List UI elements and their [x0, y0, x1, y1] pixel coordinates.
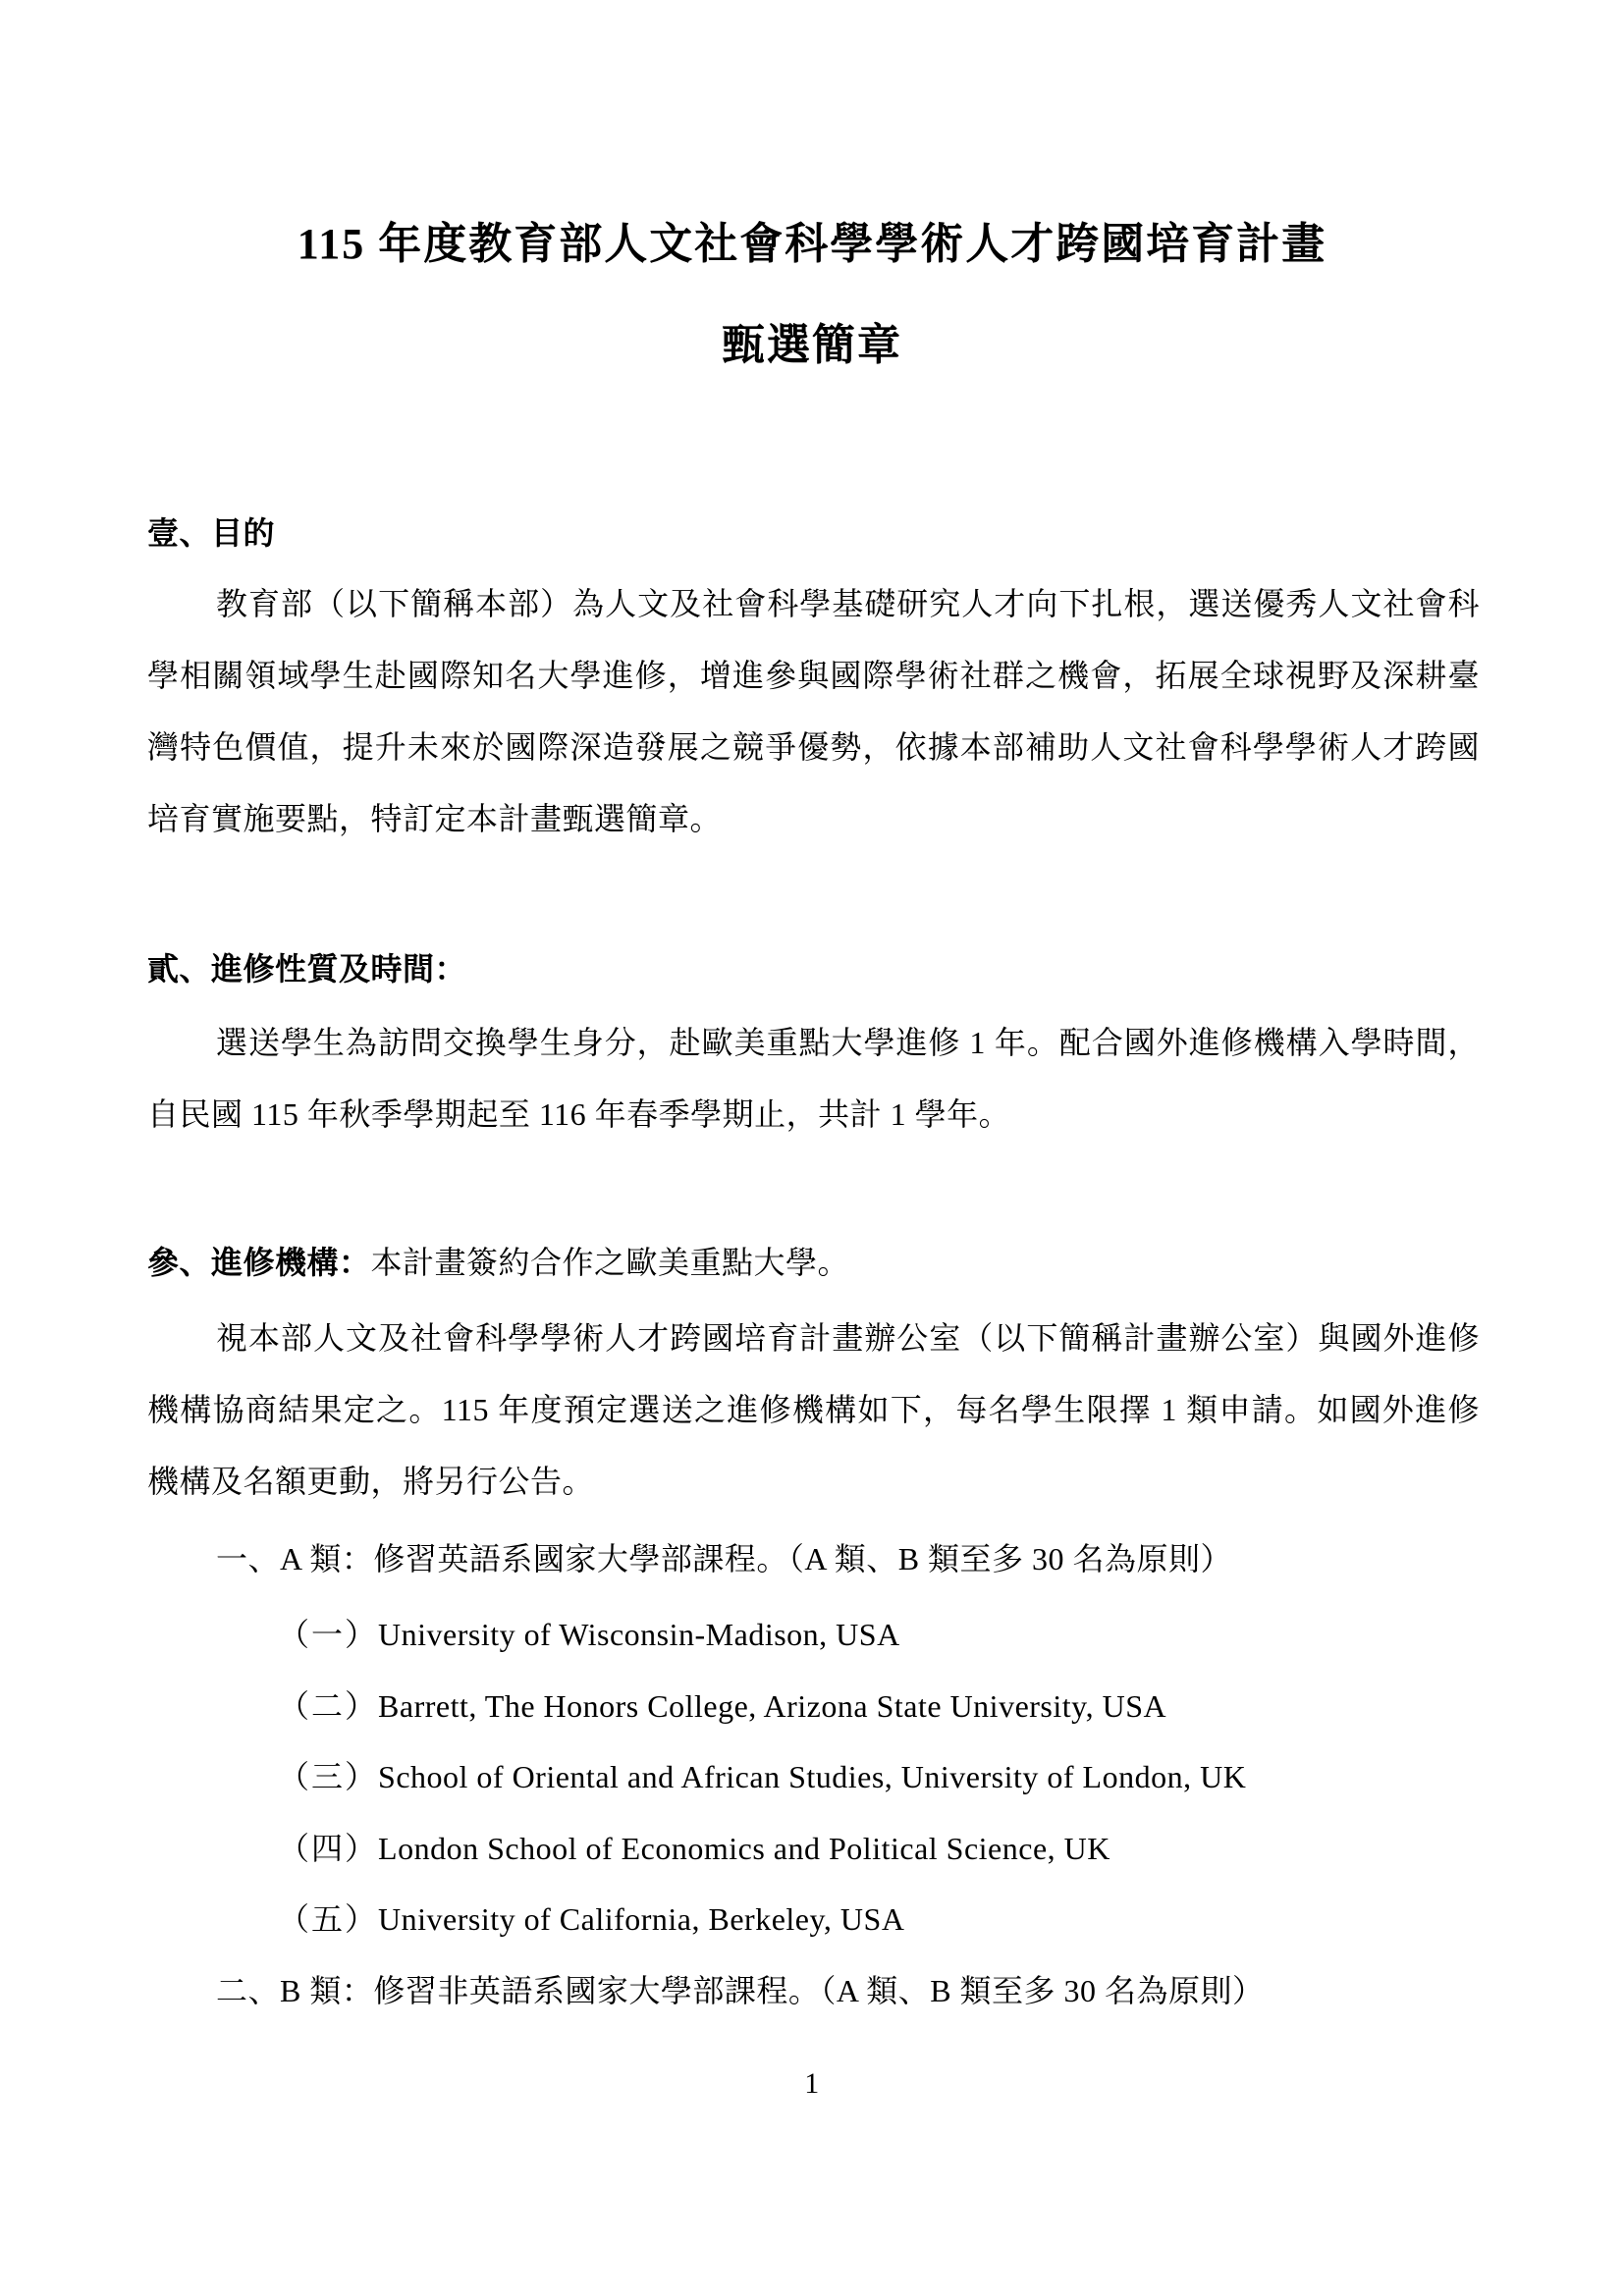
- purpose-paragraph-line-3: 灣特色價值，提升未來於國際深造發展之競爭優勢，依據本部補助人文社會科學學術人才跨國: [147, 729, 1480, 765]
- university-item-name: School of Oriental and African Studies, University of London, UK: [378, 1759, 1247, 1794]
- doc-title: 115 年度教育部人文社會科學學術人才跨國培育計畫: [297, 220, 1327, 268]
- page-number: 1: [804, 2067, 820, 2100]
- institutions-section-heading: 參、進修機構：: [147, 1245, 371, 1280]
- purpose-section-heading: 壹、目的: [147, 515, 276, 551]
- university-item-name: University of California, Berkeley, USA: [378, 1901, 905, 1937]
- university-item-name: University of Wisconsin-Madison, USA: [378, 1617, 900, 1652]
- university-item: [278, 1813, 1110, 1885]
- schedule-paragraph-line-1: 選送學生為訪問交換學生身分，赴歐美重點大學進修 1 年。配合國外進修機構入學時間，: [216, 1025, 1480, 1060]
- university-item-number: （四）: [278, 1831, 379, 1866]
- institutions-section-heading-tail: 本計畫簽約合作之歐美重點大學。: [370, 1245, 850, 1280]
- university-item: [278, 1671, 1166, 1742]
- schedule-section-heading: 貳、進修性質及時間：: [147, 951, 467, 987]
- purpose-paragraph-line-2: 學相關領域學生赴國際知名大學進修，增進參與國際學術社群之機會，拓展全球視野及深耕臺: [147, 658, 1480, 693]
- doc-subtitle: 甄選簡章: [722, 321, 902, 369]
- institutions-paragraph-line-3: 機構及名額更動，將另行公告。: [147, 1464, 595, 1499]
- category-a-label: 一、A 類：修習英語系國家大學部課程。（A 類、B 類至多 30 名為原則）: [216, 1541, 1233, 1576]
- university-item: [278, 1741, 1246, 1813]
- university-item-number: （一）: [278, 1617, 379, 1652]
- schedule-paragraph-line-2: 自民國 115 年秋季學期起至 116 年春季學期止，共計 1 學年。: [147, 1096, 1011, 1132]
- university-item: [278, 1884, 904, 1955]
- university-item-name: Barrett, The Honors College, Arizona State University, USA: [378, 1688, 1167, 1724]
- institutions-paragraph-line-1: 視本部人文及社會科學學術人才跨國培育計畫辦公室（以下簡稱計畫辦公室）與國外進修: [216, 1320, 1480, 1356]
- university-item-number: （五）: [278, 1901, 379, 1937]
- university-item-number: （二）: [278, 1688, 379, 1724]
- university-item-number: （三）: [278, 1759, 379, 1794]
- institutions-paragraph-line-2: 機構協商結果定之。115 年度預定選送之進修機構如下，每名學生限擇 1 類申請。如國外進修: [147, 1392, 1480, 1427]
- university-item: [278, 1599, 900, 1671]
- institutions-section-heading-line: [147, 1227, 1480, 1299]
- purpose-paragraph-line-4: 培育實施要點，特訂定本計畫甄選簡章。: [147, 801, 723, 836]
- purpose-paragraph-line-1: 教育部（以下簡稱本部）為人文及社會科學基礎研究人才向下扎根，選送優秀人文社會科: [216, 586, 1480, 621]
- category-b-label: 二、B 類：修習非英語系國家大學部課程。（A 類、B 類至多 30 名為原則）: [216, 1973, 1265, 2008]
- university-item-name: London School of Economics and Political Science, UK: [378, 1831, 1110, 1866]
